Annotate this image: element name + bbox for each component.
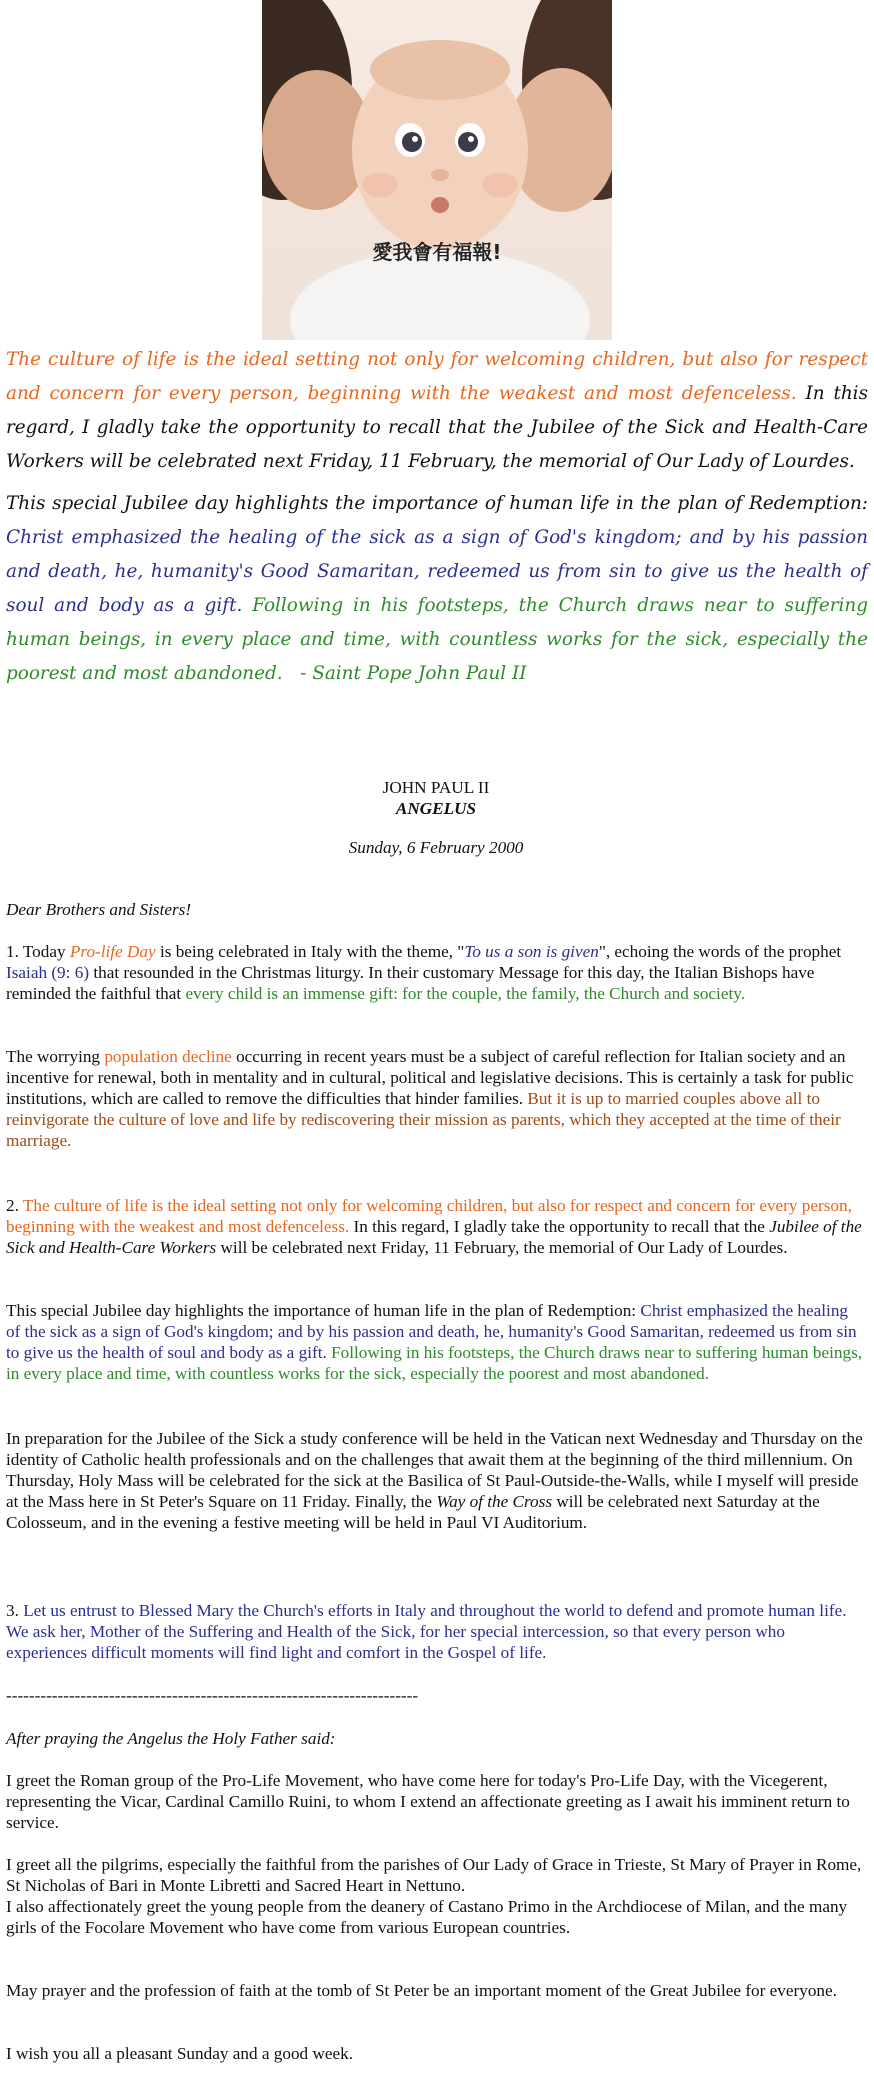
section-6 [6, 1600, 866, 1663]
text: In this regard, I gladly take the opportunity to recall that the [349, 1217, 770, 1236]
intro-quote [6, 343, 868, 699]
section-1 [6, 941, 866, 1004]
family-illustration [262, 0, 612, 340]
section-2 [6, 1046, 866, 1151]
text: In preparation for the Jubilee of the Sick a study conference will be held in the Vatican next Wednesday and Thursday on the identity of Catholic health professionals and on the challenges that await them at the beginning of the third millennium. On Thursday, Holy Mass will be celebrated for the sick at the Basilica of St Paul-Outside-the-Walls, while I myself will preside at the Mass here in St Peter's Square on 11 Friday. Finally, the [6, 1429, 863, 1511]
intro-paragraph-1 [6, 343, 868, 479]
after-paragraph-2-block [6, 1854, 866, 1938]
after-paragraph-1-block [6, 1770, 866, 1833]
author: JOHN PAUL II [382, 778, 490, 797]
greeting: Dear Brothers and Sisters! [6, 900, 192, 919]
text: 2. [6, 1196, 23, 1215]
theme-quote: To us a son is given [464, 942, 599, 961]
intro-orange-text: The culture of life is the ideal setting not only for welcoming children, but also for respect and concern for every person, beginning with the weakest and most defenceless. [6, 349, 868, 404]
text: ", echoing the words of the prophet [598, 942, 842, 961]
text: will be celebrated next Saturday at the Colosseum, and in the evening a festive meeting will be held in Paul VI Auditorium. [6, 1492, 820, 1532]
after-paragraph-4-block [6, 2043, 866, 2064]
isaiah-reference: Isaiah (9: 6) [6, 963, 90, 982]
prolife-day: Pro-life Day [69, 942, 156, 961]
after-paragraph-1: I greet the Roman group of the Pro-Life Movement, who have come here for today's Pro-Life Day, with the Vicegerent, representing the Vicar, Cardinal Camillo Ruini, to whom I extend an affectionate greeting as I await his imminent return to service. [6, 1771, 850, 1832]
text: is being celebrated in Italy with the theme, " [155, 942, 465, 961]
after-paragraph-4: I wish you all a pleasant Sunday and a good week. [6, 2044, 354, 2063]
hero-image [262, 0, 612, 340]
after-heading: After praying the Angelus the Holy Father said: [6, 1729, 336, 1748]
hero-caption: 愛我會有福報! [372, 240, 502, 264]
divider: ------------------------------------------------------------------------ [6, 1686, 419, 1705]
after-heading-block [6, 1728, 866, 1749]
jubilee-title: Jubilee of the Sick and Health-Care Workers [6, 1217, 862, 1257]
section-4 [6, 1300, 866, 1384]
article-date: Sunday, 6 February 2000 [348, 838, 524, 857]
after-paragraph-3-block [6, 1980, 866, 2001]
couples-text: But it is up to married couples above all to reinvigorate the culture of love and life by rediscovering their mission as parents, which they accepted at the time of their marriage. [6, 1089, 841, 1150]
after-paragraph-2b: I also affectionately greet the young people from the deanery of Castano Primo in the Archdiocese of Milan, and the many girls of the Focolare Movement who have come from various European countries. [6, 1897, 848, 1937]
text: that resounded in the Christmas liturgy. In their customary Message for this day, the Italian Bishops have reminded the faithful that [6, 963, 815, 1003]
text: 1. Today [6, 942, 70, 961]
culture-of-life-text: The culture of life is the ideal setting not only for welcoming children, but also for respect and concern for every person, beginning with the weakest and most defenceless. [6, 1196, 852, 1236]
section-3 [6, 1195, 866, 1258]
section-5 [6, 1428, 866, 1533]
church-text: Following in his footsteps, the Church draws near to suffering human beings, in every place and time, with countless works for the sick, especially the poorest and most abandoned. [6, 1343, 863, 1383]
section-6-paragraph [6, 1600, 866, 1663]
section-1-paragraph [6, 941, 866, 1004]
text: 3. [6, 1601, 24, 1620]
gift-text: every child is an immense gift: for the couple, the family, the Church and society. [185, 984, 746, 1003]
intro-jubilee-title: Jubilee of the Sick and Health-Care Workers [6, 417, 868, 472]
section-4-paragraph [6, 1300, 866, 1384]
section-5-paragraph [6, 1428, 866, 1533]
entrust-text: Let us entrust to Blessed Mary the Church's efforts in Italy and throughout the world to defend and promote human life. We ask her, Mother of the Suffering and Health of the Sick, for her special intercession, so that every person who experiences difficult moments will find light and comfort in the Gospel of life. [6, 1601, 847, 1662]
intro-signature: - Saint Pope John Paul II [282, 663, 527, 684]
way-of-the-cross: Way of the Cross [436, 1492, 553, 1511]
section-2-paragraph [6, 1046, 866, 1151]
intro-blue-text: Christ emphasized the healing of the sick as a sign of God's kingdom; and by his passion and death, he, humanity's Good Samaritan, redeemed us from sin to give us the health of soul and body as a gift. [6, 527, 868, 616]
after-paragraph-2a: I greet all the pilgrims, especially the faithful from the parishes of Our Lady of Grace in Trieste, St Mary of Prayer in Rome, St Nicholas of Bari in Monte Libretti and Sacred Heart in Nettuno. [6, 1855, 862, 1895]
text: will be celebrated next Friday, 11 February, the memorial of Our Lady of Lourdes. [216, 1238, 788, 1257]
intro-green-text: Following in his footsteps, the Church draws near to suffering human beings, in every place and time, with countless works for the sick, especially the poorest and most abandoned. [6, 595, 868, 684]
greeting-block [6, 899, 866, 920]
intro-text: This special Jubilee day highlights the importance of human life in the plan of Redemption: [6, 493, 868, 514]
intro-paragraph-2 [6, 487, 868, 691]
text: This special Jubilee day highlights the importance of human life in the plan of Redemption: [6, 1301, 641, 1320]
population-decline: population decline [104, 1047, 232, 1066]
intro-text: will be celebrated next Friday, 11 February, the memorial of Our Lady of Lourdes. [83, 451, 855, 472]
section-3-paragraph [6, 1195, 866, 1258]
article-header [6, 777, 866, 858]
christ-text: Christ emphasized the healing of the sick as a sign of God's kingdom; and by his passion and death, he, humanity's Good Samaritan, redeemed us from sin to give us the health of soul and body as a gift. [6, 1301, 857, 1362]
intro-text: In this regard, I gladly take the opportunity to recall that the [6, 383, 869, 438]
article-title: ANGELUS [395, 799, 477, 818]
text: occurring in recent years must be a subject of careful reflection for Italian society and an incentive for renewal, both in mentality and in cultural, political and legislative decisions. This is certainly a task for public institutions, which are called to remove the difficulties that hinder families. [6, 1047, 854, 1108]
text: The worrying [6, 1047, 105, 1066]
after-paragraph-3: May prayer and the profession of faith at the tomb of St Peter be an important moment of the Great Jubilee for everyone. [6, 1981, 837, 2000]
